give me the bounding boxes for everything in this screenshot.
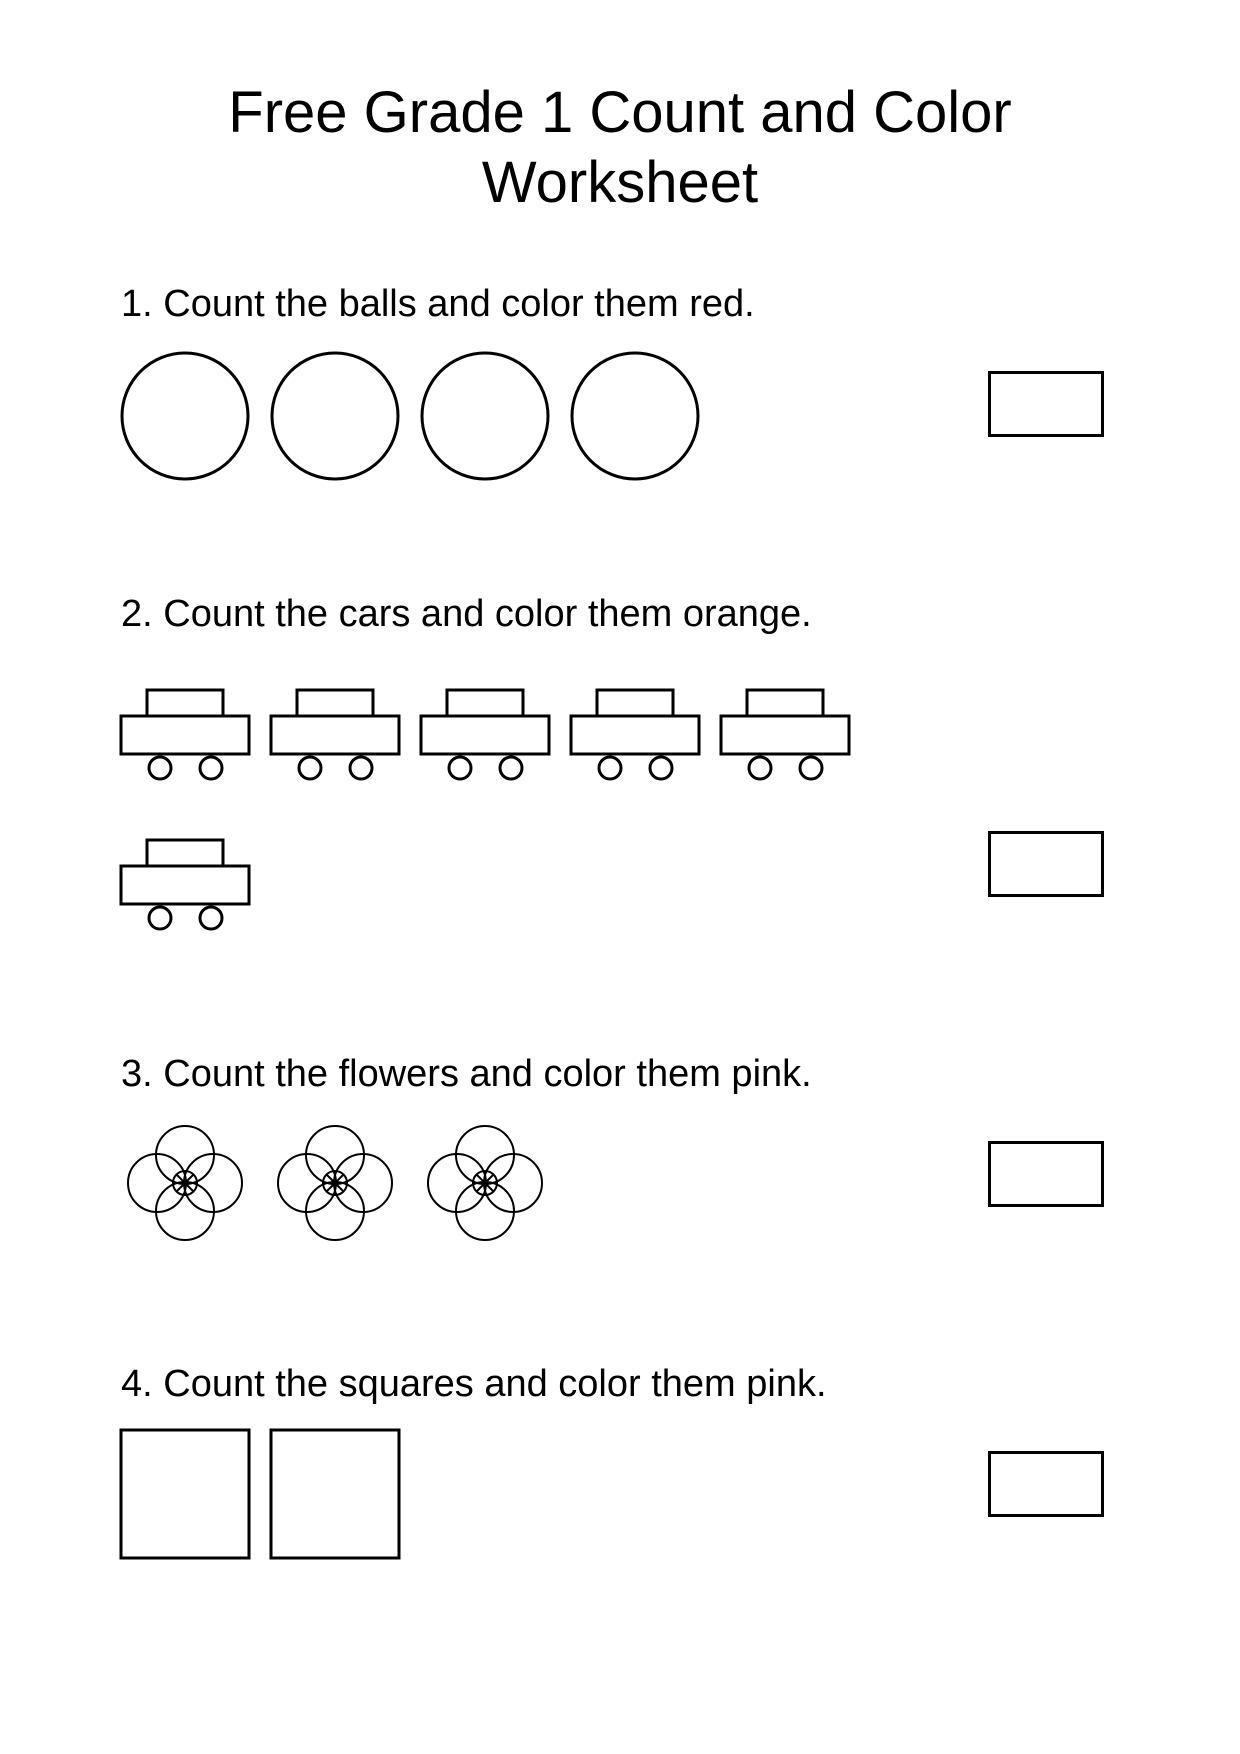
car-6[interactable] bbox=[121, 840, 249, 929]
car-2[interactable] bbox=[271, 690, 399, 779]
cars-group bbox=[121, 690, 849, 929]
ball-2[interactable] bbox=[272, 353, 398, 479]
car-3[interactable] bbox=[421, 690, 549, 779]
question-2-text: 2. Count the cars and color them orange. bbox=[121, 593, 812, 635]
title-line-1: Free Grade 1 Count and Color bbox=[228, 80, 1012, 145]
worksheet-title bbox=[0, 78, 1240, 218]
flower-2[interactable] bbox=[278, 1126, 392, 1240]
balls-group bbox=[122, 353, 698, 479]
title-line-2: Worksheet bbox=[481, 150, 759, 215]
flowers-group bbox=[128, 1126, 542, 1240]
flower-3[interactable] bbox=[428, 1126, 542, 1240]
square-1[interactable] bbox=[121, 1430, 249, 1558]
ball-3[interactable] bbox=[422, 353, 548, 479]
car-5[interactable] bbox=[721, 690, 849, 779]
ball-1[interactable] bbox=[122, 353, 248, 479]
answer-box-1[interactable] bbox=[988, 371, 1104, 437]
squares-group bbox=[121, 1430, 399, 1558]
answer-box-3[interactable] bbox=[988, 1141, 1104, 1207]
square-2[interactable] bbox=[271, 1430, 399, 1558]
ball-4[interactable] bbox=[572, 353, 698, 479]
question-1-text: 1. Count the balls and color them red. bbox=[121, 283, 755, 325]
answer-box-4[interactable] bbox=[988, 1451, 1104, 1517]
car-4[interactable] bbox=[571, 690, 699, 779]
car-1[interactable] bbox=[121, 690, 249, 779]
flower-1[interactable] bbox=[128, 1126, 242, 1240]
answer-box-2[interactable] bbox=[988, 831, 1104, 897]
question-3-text: 3. Count the flowers and color them pink. bbox=[121, 1053, 812, 1095]
question-4-text: 4. Count the squares and color them pink. bbox=[121, 1363, 827, 1405]
